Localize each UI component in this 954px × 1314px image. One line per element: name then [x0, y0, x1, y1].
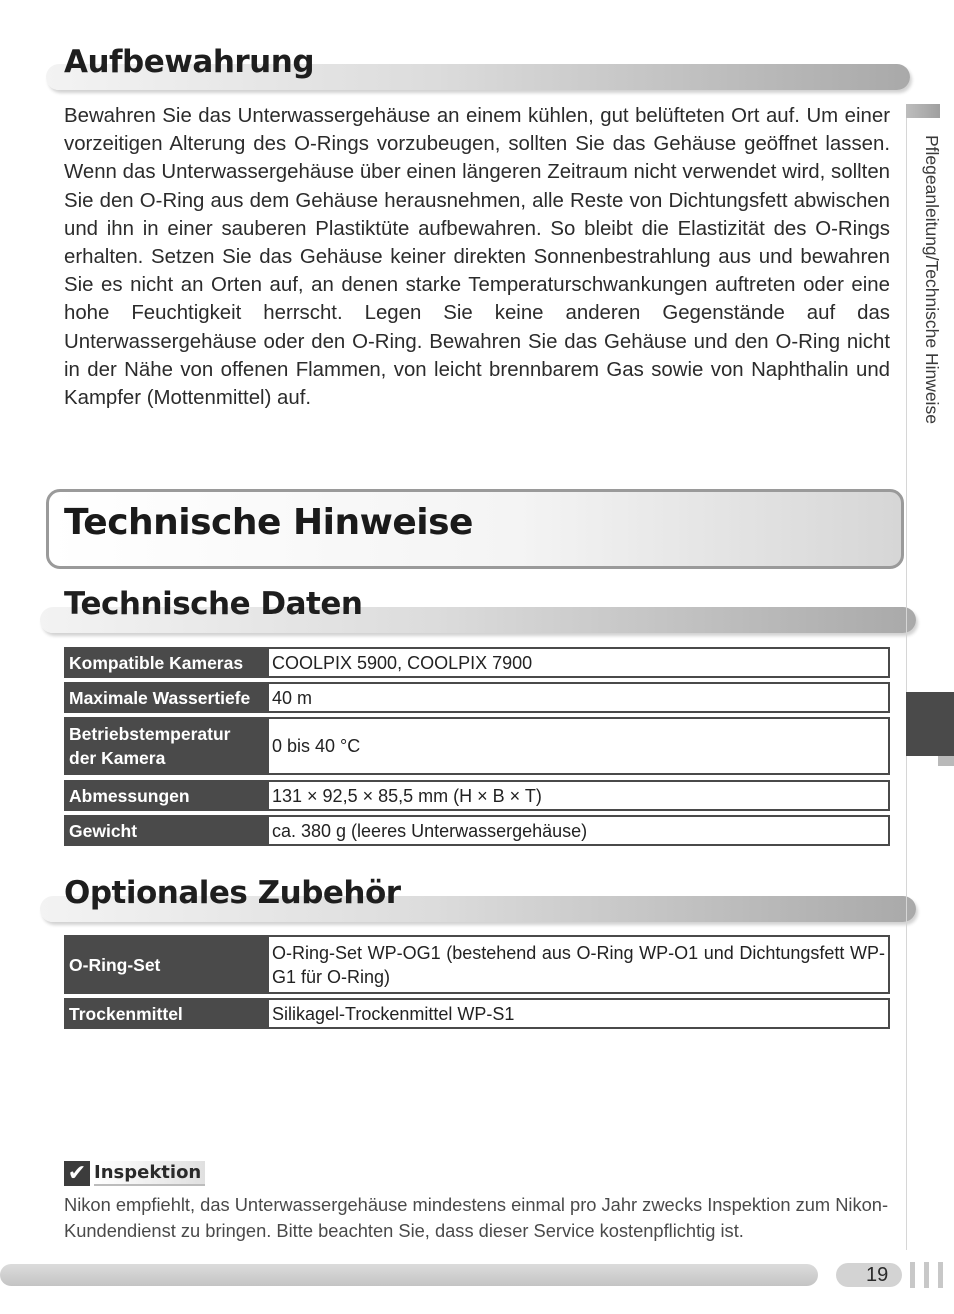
spec-key: Trockenmittel	[69, 1003, 183, 1024]
spec-value: ca. 380 g (leeres Unterwassergehäuse)	[267, 815, 890, 846]
checkmark-icon: ✔	[64, 1161, 90, 1186]
table-row	[64, 935, 890, 994]
section-title-specs: Technische Daten	[64, 586, 363, 622]
table-row	[64, 815, 890, 846]
table-row	[64, 998, 890, 1029]
spec-key: Gewicht	[69, 820, 138, 841]
footer-stripe	[910, 1262, 915, 1288]
spec-key: O-Ring-Set	[69, 954, 161, 975]
page-number: 19	[866, 1264, 889, 1286]
spec-key: Betriebstemperatur der Kamera	[69, 724, 231, 768]
spec-key: Kompatible Kameras	[69, 652, 244, 673]
spec-value: 0 bis 40 °C	[267, 717, 890, 775]
section-title-accessories: Optionales Zubehör	[64, 875, 401, 911]
table-row	[64, 780, 890, 811]
footer-stripe	[924, 1262, 929, 1288]
table-row	[64, 717, 890, 775]
table-row	[64, 682, 890, 713]
storage-paragraph: Bewahren Sie das Unterwassergehäuse an einem kühlen, gut belüfteten Ort auf. Um einer vorzeitigen Alterung des O-Rings vorzubeugen, sollten Sie das Gehäuse geöffnet lassen. Wenn das Unterwassergehäuse über einen längeren Zeitraum nicht verwendet wird, sollten Sie den O-Ring aus dem Gehäuse herausnehmen, alle Reste von Dichtungsfett abwischen und ihn in einer sauberen Plastiktüte aufbewahren. So bleibt die Elastizität des O-Rings erhalten. Setzen Sie das Gehäuse keiner direkten Sonnenbestrahlung aus und bewahren Sie es nicht an Orten auf, an denen starke Temperaturschwankungen auftreten oder eine hohe Feuchtigkeit herrscht. Legen Sie keine anderen Gegenstände auf das Unterwassergehäuse oder den O-Ring. Bewahren Sie das Gehäuse und den O-Ring nicht in der Nähe von offenen Flammen, von leicht brennbarem Gas sowie von Naphthalin und Kampfer (Mottenmittel) auf.	[64, 105, 890, 410]
footer-bar	[0, 1264, 818, 1286]
spec-value: O-Ring-Set WP-OG1 (bestehend aus O-Ring WP-O1 und Dichtungsfett WP-G1 für O-Ring)	[267, 935, 890, 994]
side-tab-marker	[906, 692, 954, 756]
spec-value: 131 × 92,5 × 85,5 mm (H × B × T)	[267, 780, 890, 811]
spec-value: COOLPIX 5900, COOLPIX 7900	[267, 647, 890, 678]
spec-key: Maximale Wassertiefe	[69, 687, 251, 708]
note-title: Inspektion	[94, 1161, 205, 1186]
section-title-storage: Aufbewahrung	[64, 44, 315, 80]
spec-key: Abmessungen	[69, 785, 190, 806]
spec-value: Silikagel-Trockenmittel WP-S1	[267, 998, 890, 1029]
side-tab-top	[906, 104, 940, 118]
chapter-title: Technische Hinweise	[64, 502, 473, 543]
side-tab-label: Pflegeanleitung/Technische Hinweise	[922, 135, 942, 424]
side-tab-shadow	[938, 756, 954, 766]
table-row	[64, 647, 890, 678]
footer-stripe	[938, 1262, 943, 1288]
spec-value: 40 m	[267, 682, 890, 713]
note-text: Nikon empfiehlt, das Unterwassergehäuse mindestens einmal pro Jahr zwecks Inspektion zum Nikon-Kundendienst zu bringen. Bitte beachten Sie, dass dieser Service kostenpflichtig ist.	[64, 1194, 889, 1241]
